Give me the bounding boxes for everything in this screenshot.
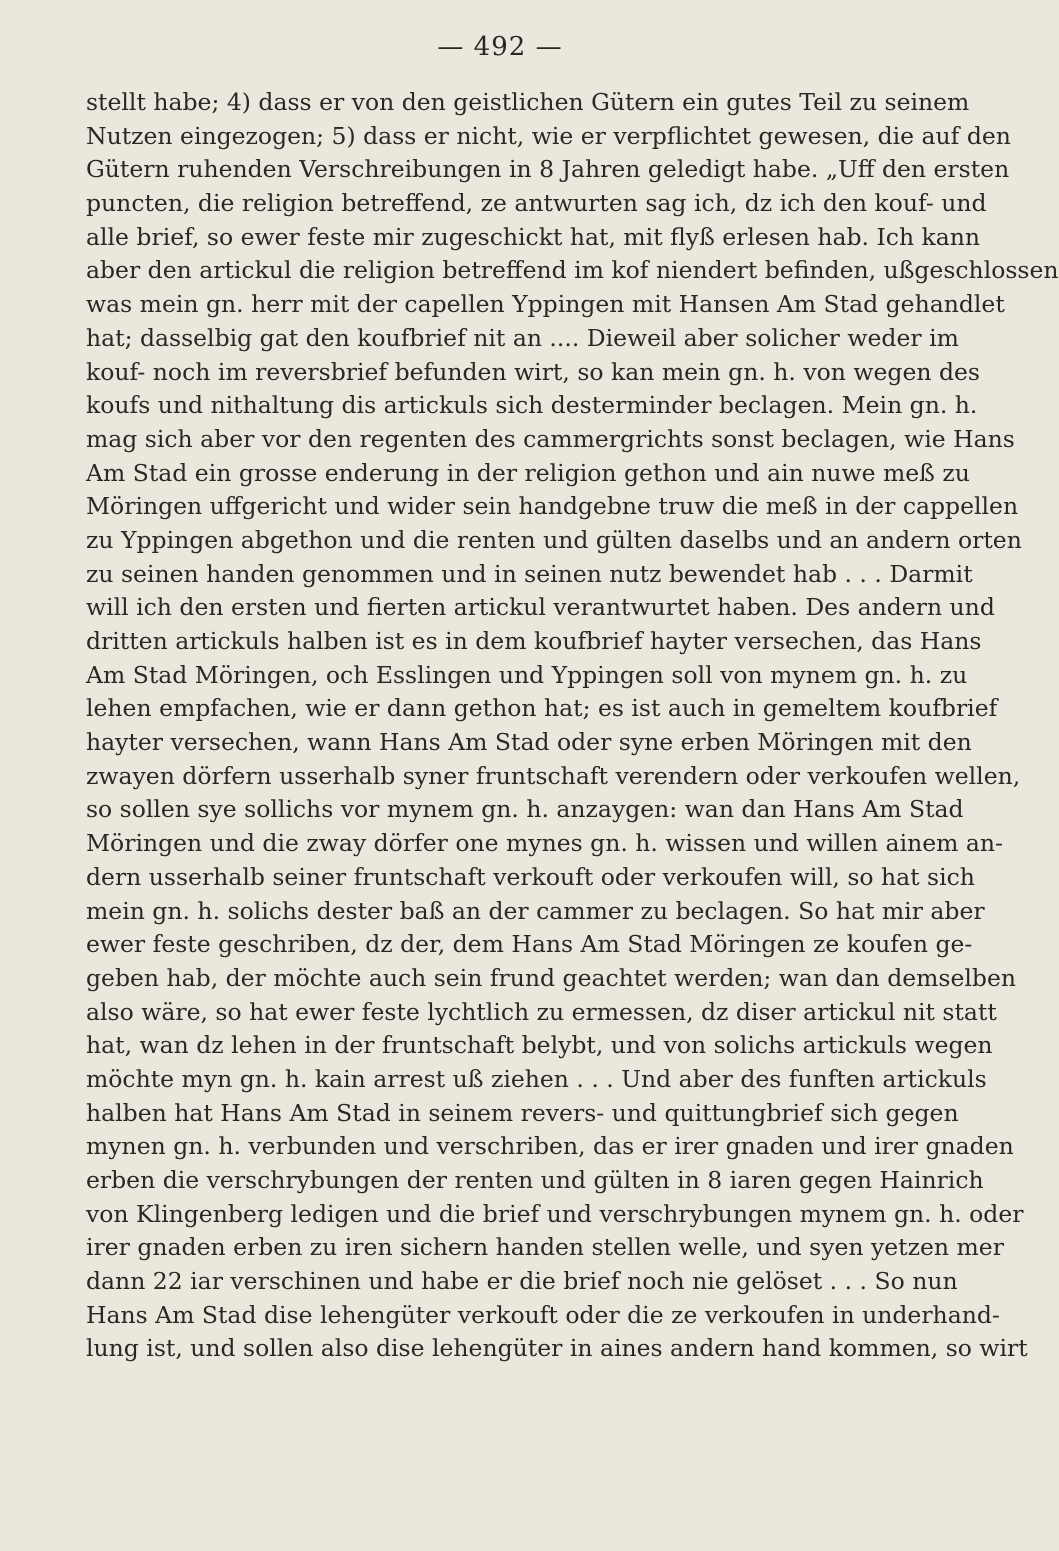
text-line: lehen empfachen, wie er dann gethon hat; es ist auch in gemeltem koufbrief — [86, 694, 998, 723]
text-line: mynen gn. h. verbunden und verschriben, das er irer gnaden und irer gnaden — [86, 1132, 1014, 1161]
text-line: lung ist, und sollen also dise lehengüter in aines andern hand kommen, so wirt — [86, 1334, 1028, 1363]
text-line: dritten artickuls halben ist es in dem koufbrief hayter versechen, das Hans — [86, 627, 982, 655]
text-line: zwayen dörfern usserhalb syner fruntschaft verendern oder verkoufen wellen, — [86, 761, 1021, 790]
text-line: stellt habe; 4) dass er von den geistlichen Gütern ein gutes Teil zu seinem — [86, 88, 970, 116]
text-line: halben hat Hans Am Stad in seinem revers- und quittungbrief sich gegen — [86, 1098, 959, 1127]
text-line: also wäre, so hat ewer feste lychtlich zu ermessen, dz diser artickul nit statt — [86, 997, 997, 1026]
text-line: so sollen sye sollichs vor mynem gn. h. anzaygen: wan dan Hans Am Stad — [86, 795, 964, 824]
text-line: möchte myn gn. h. kain arrest uß ziehen . . . Und aber des funften artickuls — [86, 1064, 987, 1093]
text-line: hayter versechen, wann Hans Am Stad oder syne erben Möringen mit den — [86, 728, 972, 757]
text-line: erben die verschrybungen der renten und gülten in 8 iaren gegen Hainrich — [86, 1166, 984, 1194]
text-line: kouf- noch im reversbrief befunden wirt, so kan mein gn. h. von wegen des — [86, 357, 980, 386]
text-line: puncten, die religion betreffend, ze antwurten sag ich, dz ich den kouf- und — [86, 189, 987, 218]
page-number: — 492 — — [437, 32, 563, 62]
text-line: von Klingenberg ledigen und die brief und verschrybungen mynem gn. h. oder — [86, 1199, 1024, 1228]
text-line: irer gnaden erben zu iren sichern handen stellen welle, und syen yetzen mer — [86, 1233, 1004, 1262]
text-line: dann 22 iar verschinen und habe er die brief noch nie gelöset . . . So nun — [86, 1267, 958, 1296]
text-line: ewer feste geschriben, dz der, dem Hans Am Stad Möringen ze koufen ge- — [86, 930, 973, 959]
text-line: Gütern ruhenden Verschreibungen in 8 Jahren geledigt habe. „Uff den ersten — [86, 155, 1010, 184]
text-line: will ich den ersten und fierten artickul verantwurtet haben. Des andern und — [86, 593, 995, 622]
text-line: was mein gn. herr mit der capellen Yppingen mit Hansen Am Stad gehandlet — [86, 290, 1005, 319]
text-line: geben hab, der möchte auch sein frund geachtet werden; wan dan demselben — [86, 963, 1016, 992]
text-line: Möringen uffgericht und wider sein handgebne truw die meß in der cappellen — [86, 492, 1019, 521]
text-line: zu seinen handen genommen und in seinen nutz bewendet hab . . . Darmit — [86, 559, 973, 588]
text-line: mein gn. h. solichs dester baß an der cammer zu beclagen. So hat mir aber — [86, 896, 985, 925]
body-text — [86, 86, 1059, 1366]
text-line: Hans Am Stad dise lehengüter verkouft oder die ze verkoufen in underhand- — [86, 1300, 1000, 1329]
text-line: aber den artickul die religion betreffend im kof niendert befinden, ußgeschlossen — [86, 256, 1059, 285]
text-line: hat; dasselbig gat den koufbrief nit an .... Dieweil aber solicher weder im — [86, 323, 959, 352]
text-line: Am Stad ein grosse enderung in der religion gethon und ain nuwe meß zu — [86, 458, 970, 487]
text-line: zu Yppingen abgethon und die renten und gülten daselbs und an andern orten — [86, 525, 1022, 554]
text-line: dern usserhalb seiner fruntschaft verkouft oder verkoufen will, so hat sich — [86, 862, 975, 891]
text-line: alle brief, so ewer feste mir zugeschickt hat, mit flyß erlesen hab. Ich kann — [86, 222, 981, 251]
text-line: Am Stad Möringen, och Esslingen und Yppingen soll von mynem gn. h. zu — [86, 660, 968, 689]
text-line: hat, wan dz lehen in der fruntschaft belybt, und von solichs artickuls wegen — [86, 1031, 993, 1060]
text-line: Nutzen eingezogen; 5) dass er nicht, wie er verpflichtet gewesen, die auf den — [86, 121, 1011, 150]
text-line: koufs und nithaltung dis artickuls sich desterminder beclagen. Mein gn. h. — [86, 391, 978, 420]
text-line: Möringen und die zway dörfer one mynes gn. h. wissen und willen ainem an- — [86, 829, 1003, 858]
text-line: mag sich aber vor den regenten des cammergrichts sonst beclagen, wie Hans — [86, 424, 1015, 453]
